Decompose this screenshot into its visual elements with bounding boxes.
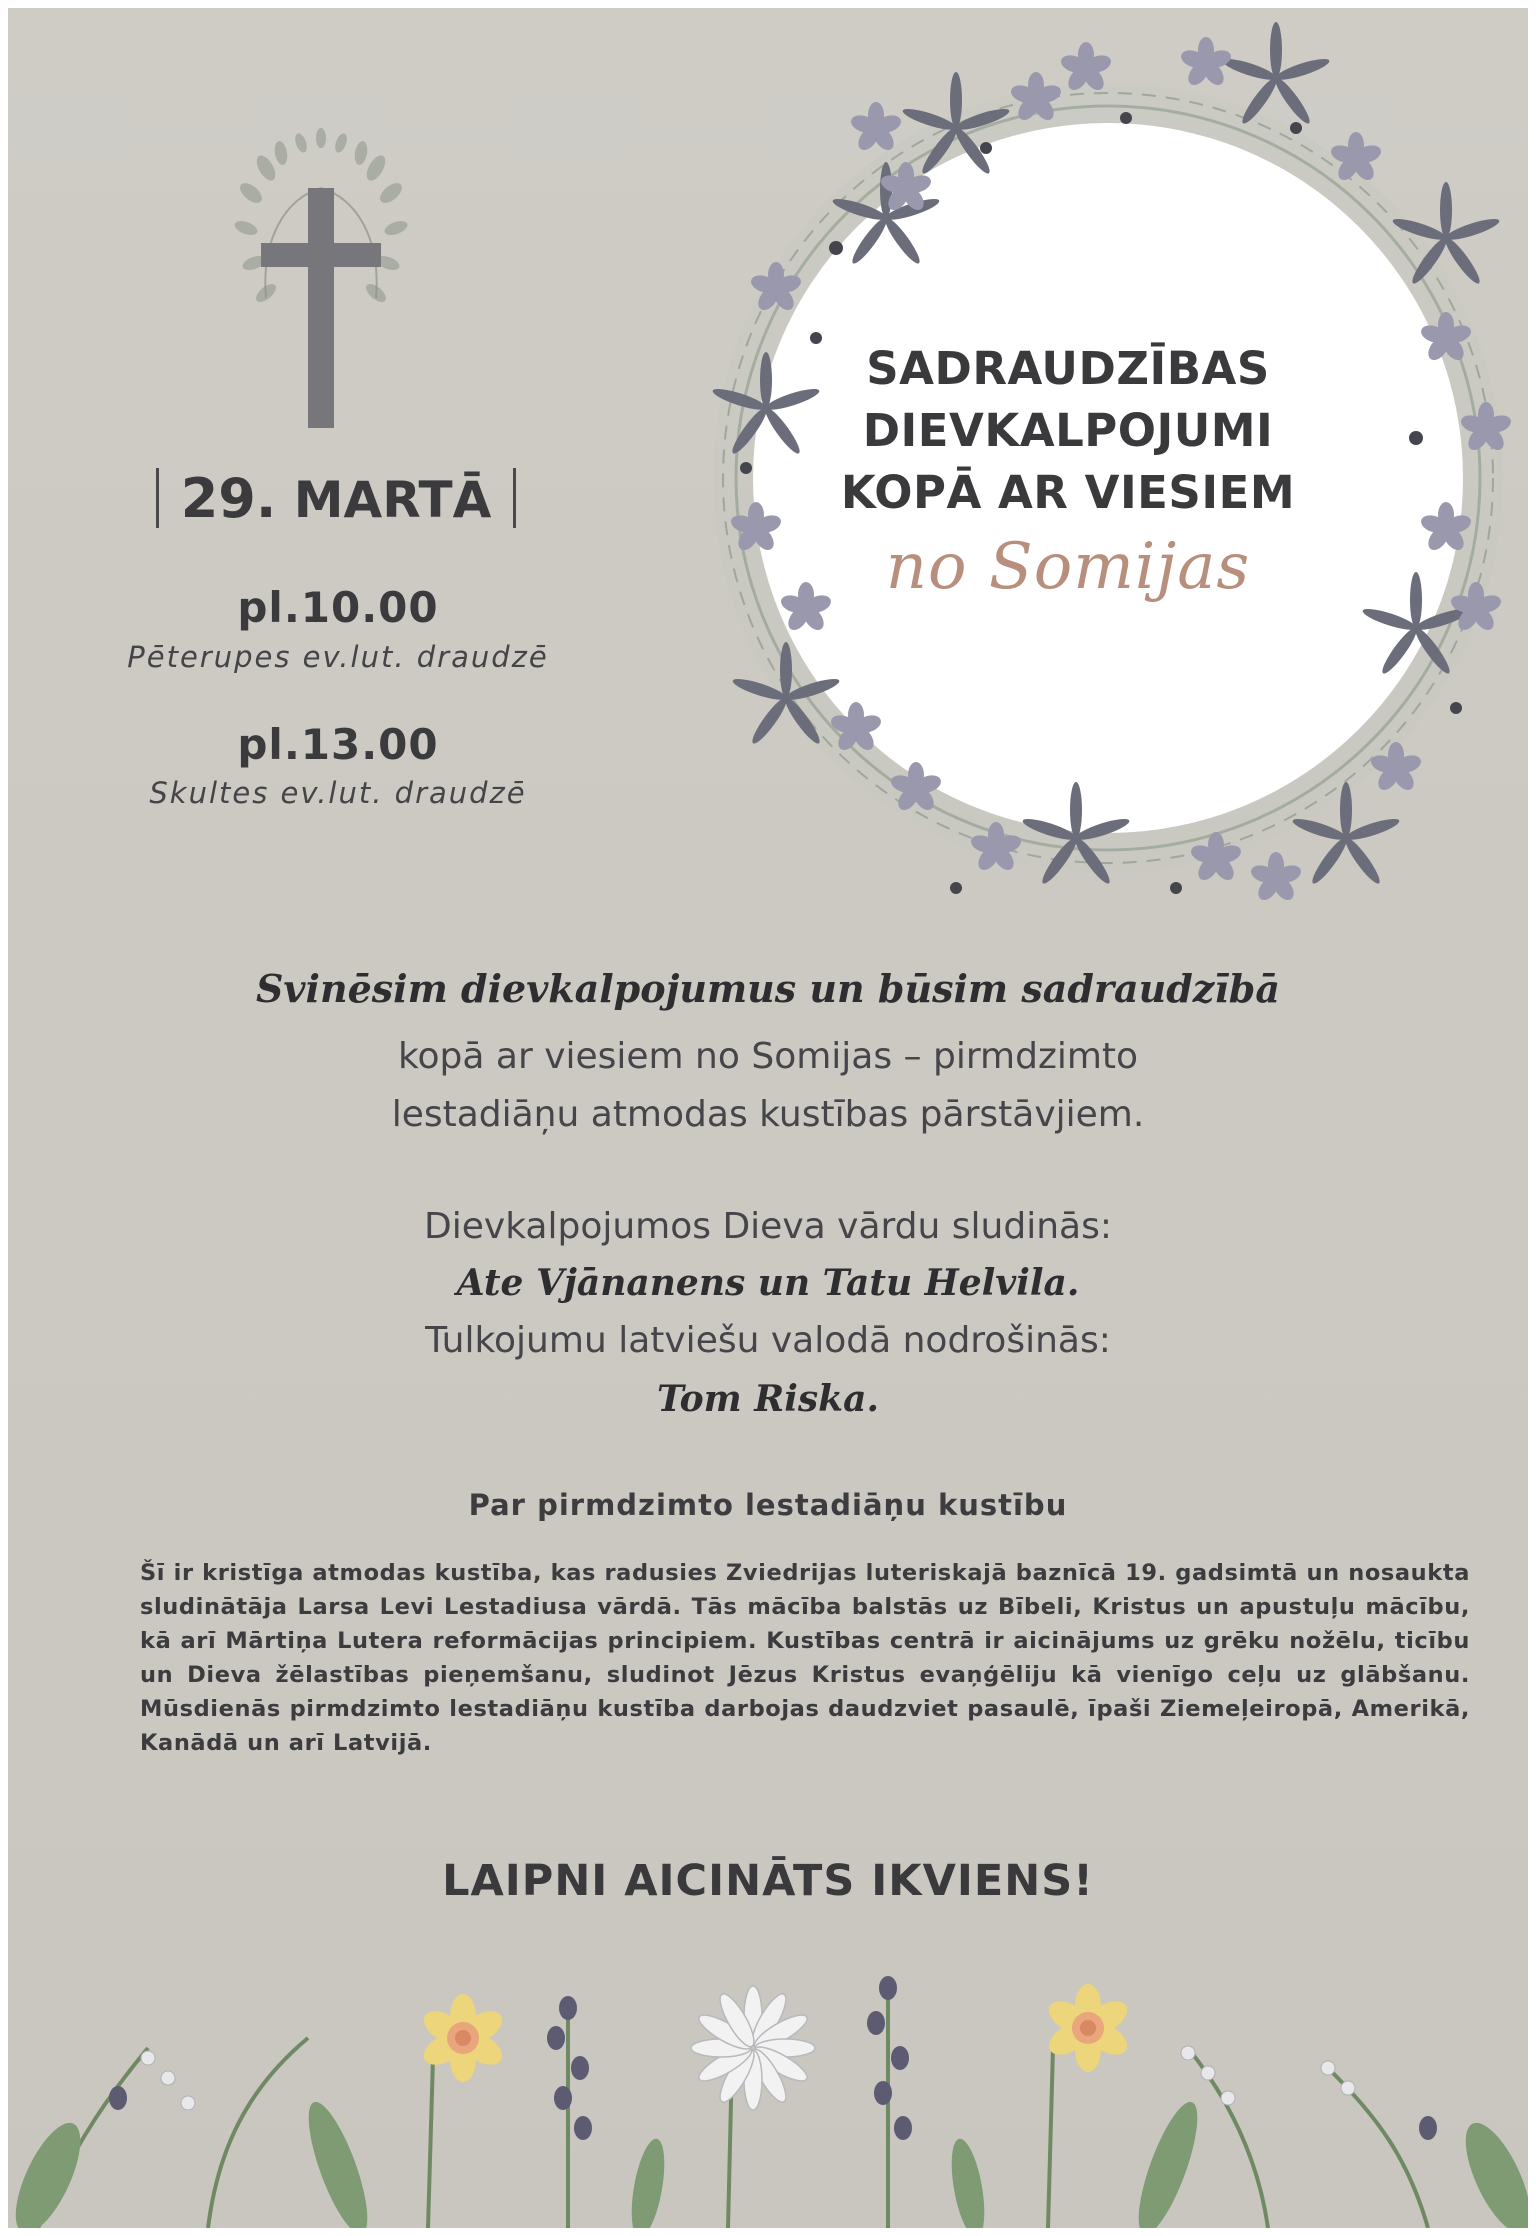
service-time: pl.13.00: [237, 720, 439, 769]
invitation-line-2: lestadiāņu atmodas kustības pārstāvjiem.: [391, 1094, 1145, 1135]
about-heading: Par pirmdzimto lestadiāņu kustību: [468, 1488, 1068, 1522]
cross-icon: [226, 128, 416, 438]
service-place: Skultes ev.lut. draudzē: [149, 776, 527, 810]
date-divider: [156, 468, 159, 528]
title-script: no Somijas: [885, 530, 1251, 604]
welcome-text: LAIPNI AICINĀTS IKVIENS!: [442, 1856, 1094, 1906]
translation-label: Tulkojumu latviešu valodā nodrošinās:: [425, 1320, 1111, 1361]
date-month: MARTĀ: [293, 470, 492, 529]
invitation-line-1: kopā ar viesiem no Somijas – pirmdzimto: [397, 1036, 1139, 1077]
preachers-label: Dievkalpojumos Dieva vārdu sludinās:: [424, 1206, 1112, 1247]
poster: [8, 8, 1528, 2228]
service-time: pl.10.00: [237, 583, 439, 632]
preachers-names: Ate Vjānanens un Tatu Helvila.: [456, 1262, 1080, 1304]
spring-flowers-icon: [8, 1928, 1528, 2228]
title-line-1: SADRAUDZĪBAS: [866, 342, 1270, 395]
event-title: [808, 338, 1328, 604]
date-day: 29.: [180, 466, 277, 530]
title-line-2: DIEVKALPOJUMI: [862, 404, 1274, 457]
translator-name: Tom Riska.: [657, 1378, 879, 1420]
about-body: Šī ir kristīga atmodas kustība, kas radusies Zviedrijas luteriskajā baznīcā 19. gadsimtā un nosaukta sludinātāja Larsa Levi Lestadiusa vārdā. Tās mācība balstās uz Bībeli, Kristus un apustuļu mācību, kā arī Mārtiņa Lutera reformācijas principiem. Kustības centrā ir aicinājums uz grēku nožēlu, ticību un Dieva žēlastības pieņemšanu, sludinot Jēzus Kristus evaņģēliju kā vienīgo ceļu uz glābšanu. Mūsdienās pirmdzimto lestadiāņu kustība darbojas daudzviet pasaulē, īpaši Ziemeļeiropā, Amerikā, Kanādā un arī Latvijā.: [140, 1560, 1470, 1756]
service-place: Pēterupes ev.lut. draudzē: [127, 640, 549, 674]
date-divider: [513, 468, 516, 528]
invitation-script: Svinēsim dievkalpojumus un būsim sadraudzībā: [255, 966, 1280, 1011]
event-date: [181, 467, 492, 530]
title-line-3: KOPĀ AR VIESIEM: [840, 466, 1296, 519]
date-line: [126, 463, 546, 533]
